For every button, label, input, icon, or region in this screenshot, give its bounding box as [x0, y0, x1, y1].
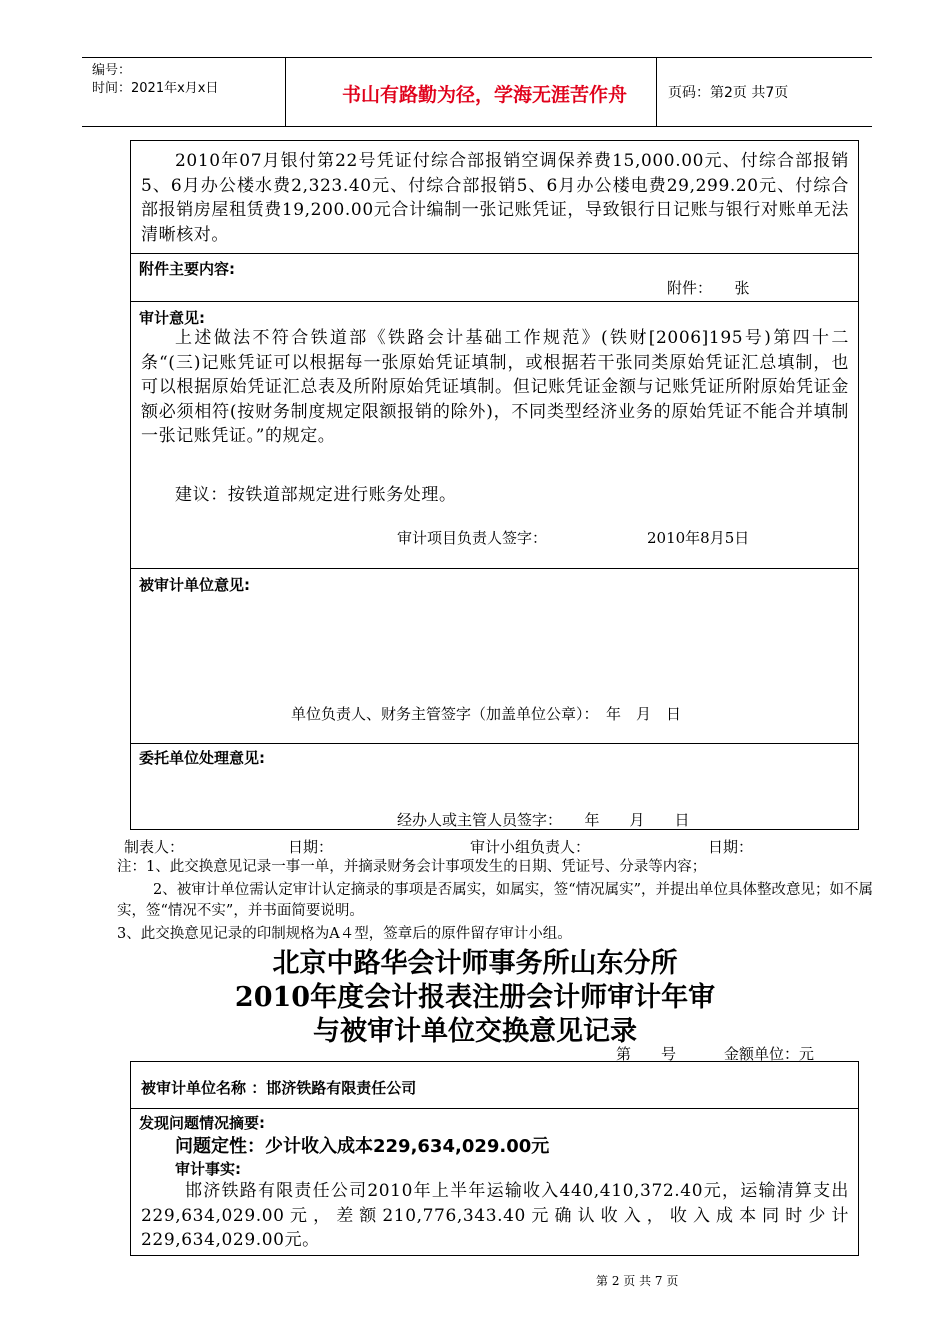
amount-unit: 金额单位：元: [724, 1045, 815, 1063]
record-form-1: [130, 140, 859, 830]
row-divider: [131, 301, 858, 302]
date-label: 日期：: [288, 838, 334, 856]
client-sign: 经办人或主管人员签字： 年 月 日: [397, 811, 690, 829]
row-divider: [131, 743, 858, 744]
row-divider: [131, 568, 858, 569]
audit-opinion-text: 上述做法不符合铁道部《铁路会计基础工作规范》(铁财[2006]195号)第四十二条“(三)记账凭证可以根据每一张原始凭证填制，或根据若干张同类原始凭证汇总填制，也可以根据原始凭证汇总表及所附原始凭证填制。但记账凭证金额与记账凭证所附原始凭证金额必须相符(按财务制度规定限额报销的除外)，不同类型经济业务的原始凭证不能合并填制一张记账凭证。”的规定。: [141, 328, 849, 446]
preparer-label: 制表人：: [124, 838, 185, 856]
header-number: 编号：: [92, 63, 132, 78]
team-leader-label: 审计小组负责人：: [470, 838, 591, 856]
page-number-text: 第 2 页 共 7 页: [596, 1274, 679, 1288]
header-time: 时间：2021年x月x日: [92, 81, 219, 96]
header-divider: [285, 58, 286, 126]
attachment-count: 附件： 张: [667, 279, 750, 297]
date-label: 日期：: [708, 838, 754, 856]
record-number: 第 号: [616, 1045, 677, 1063]
document-title-3: 与被审计单位交换意见记录: [313, 1016, 637, 1047]
problem-nature: 问题定性：少计收入成本229,634,029.00元: [175, 1136, 550, 1157]
note-2: 2、被审计单位需认定审计认定摘录的事项是否属实，如属实，签“情况属实”，并提出单位具体整改意见；如不属实，签“情况不实”，并书面简要说明。: [117, 882, 874, 919]
summary-label: 发现问题情况摘要:: [139, 1114, 265, 1132]
leader-sign-date: 2010年8月5日: [647, 529, 750, 547]
header-motto: 书山有路勤为径，学海无涯苦作舟: [341, 84, 627, 106]
row-divider: [131, 1108, 858, 1109]
suggestion-text: 建议：按铁道部规定进行账务处理。: [175, 485, 457, 505]
audited-unit-name: 被审计单位名称 ：邯济铁路有限责任公司: [141, 1079, 417, 1097]
voucher-text: 2010年07月银付第22号凭证付综合部报销空调保养费15,000.00元、付综合部报销5、6月办公楼水费2,323.40元、付综合部报销5、6月办公楼电费29,299.20元、付综合部报销房屋租赁费19,200.00元合计编制一张记账凭证，导致银行日记账与银行对账单无法清晰核对。: [141, 151, 849, 245]
header-page: 页码：第2页 共7页: [668, 85, 789, 101]
record-form-2: [130, 1061, 859, 1256]
note-1: 注：1、此交换意见记录一事一单，并摘录财务会计事项发生的日期、凭证号、分录等内容；: [117, 859, 707, 875]
facts-label: 审计事实:: [175, 1160, 241, 1178]
note-3: 3、此交换意见记录的印制规格为A４型，签章后的原件留存审计小组。: [117, 926, 572, 942]
attachment-label: 附件主要内容:: [139, 260, 235, 278]
audit-opinion-label: 审计意见:: [139, 309, 205, 327]
document-title-2: 2010年度会计报表注册会计师审计年审: [234, 982, 716, 1013]
audited-sign: 单位负责人、财务主管签字（加盖单位公章）： 年 月 日: [291, 705, 682, 723]
document-title-1: 北京中路华会计师事务所山东分所: [272, 948, 678, 979]
facts-text: 邯济铁路有限责任公司2010年上半年运输收入440,410,372.40元，运输清算支出229,634,029.00元，差额210,776,343.40元确认收入，收入成本同时少计229,634,029.00元。: [141, 1181, 849, 1250]
page-header: [82, 57, 872, 127]
client-opinion-label: 委托单位处理意见:: [139, 749, 265, 767]
audited-opinion-label: 被审计单位意见:: [139, 576, 250, 594]
header-meta: [92, 62, 218, 98]
leader-sign-label: 审计项目负责人签字：: [397, 529, 548, 547]
row-divider: [131, 253, 858, 254]
